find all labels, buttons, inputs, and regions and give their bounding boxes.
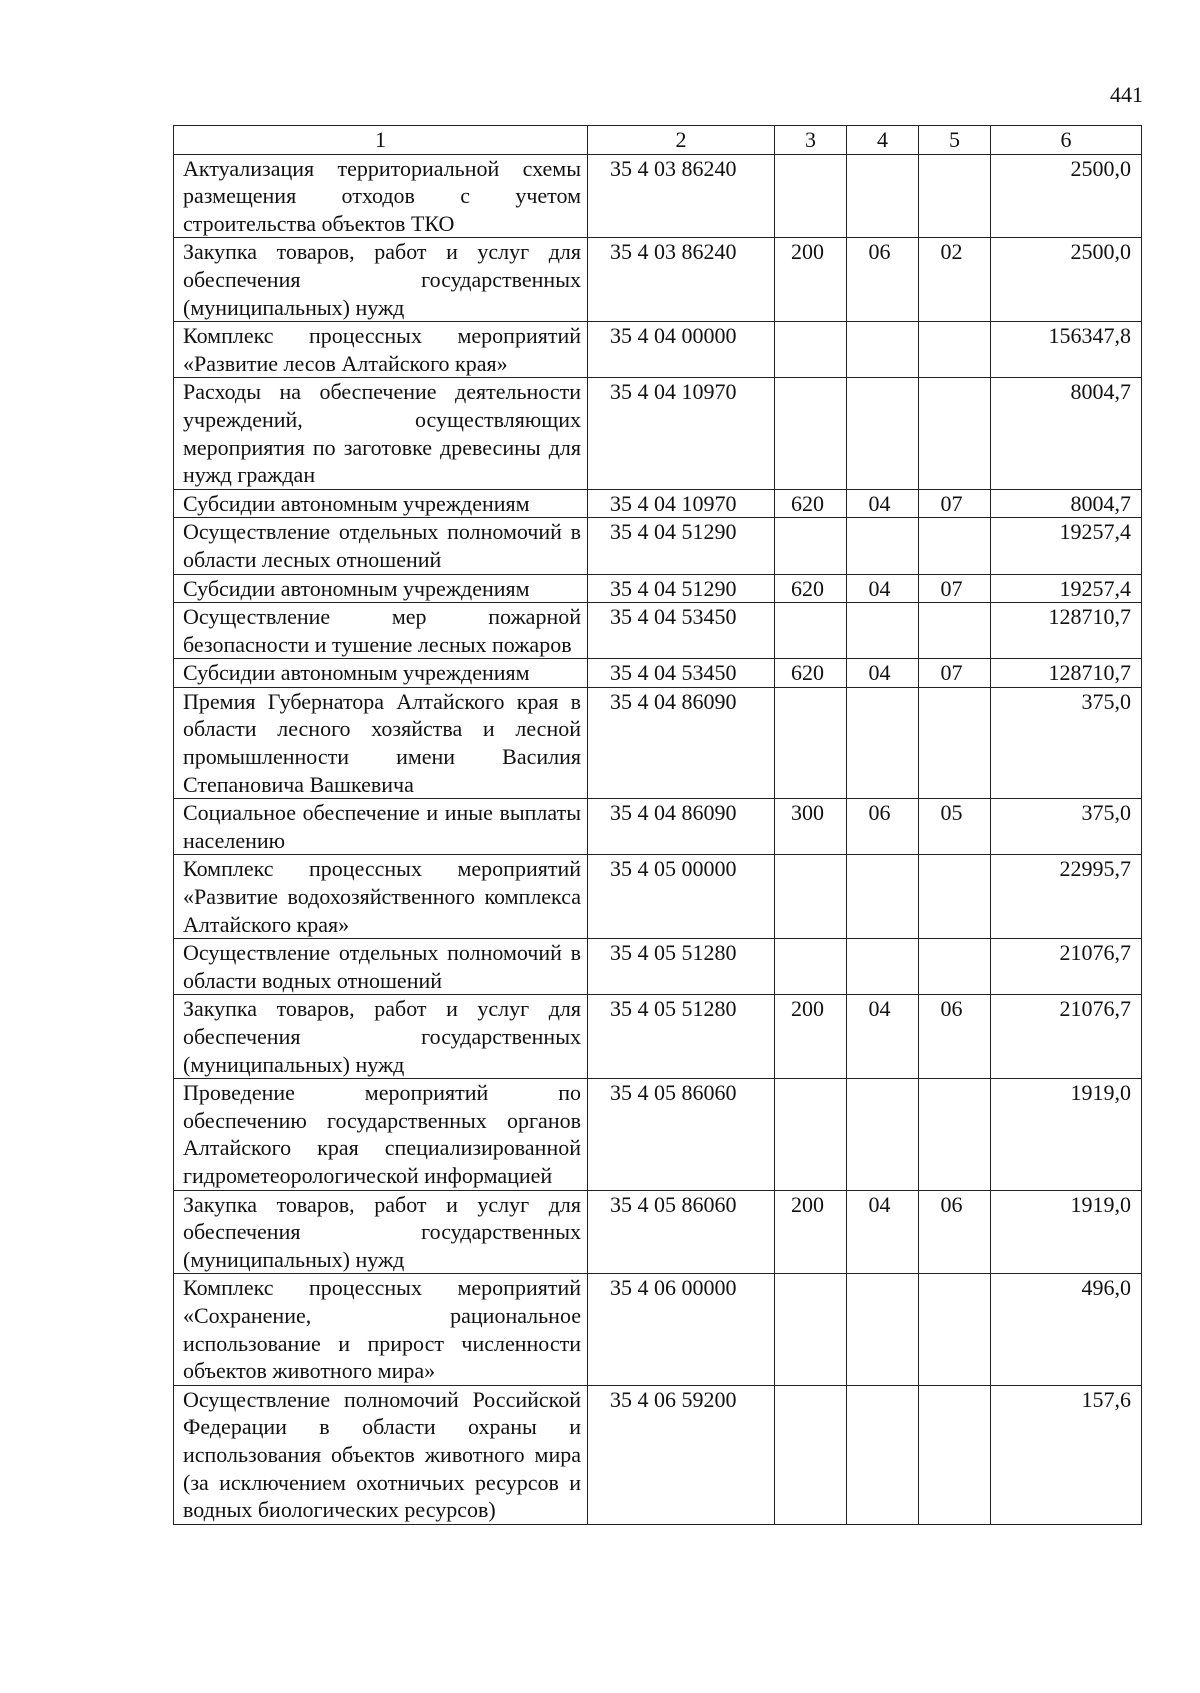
classification-code-cell: 35 4 04 86090	[588, 799, 775, 855]
subsection-cell	[919, 1385, 991, 1524]
section-cell	[847, 939, 919, 995]
section-cell: 06	[847, 799, 919, 855]
item-name-cell: Социальное обеспечение и иные выплаты населению	[174, 799, 588, 855]
amount-cell: 21076,7	[991, 995, 1142, 1079]
subsection-cell: 02	[919, 238, 991, 322]
table-row	[174, 322, 1142, 378]
classification-code-cell: 35 4 05 86060	[588, 1190, 775, 1274]
section-cell	[847, 687, 919, 798]
table-row	[174, 1385, 1142, 1524]
item-name-cell: Комплекс процессных мероприятий «Развитие лесов Алтайского края»	[174, 322, 588, 378]
subsection-cell	[919, 603, 991, 659]
expense-type-cell	[775, 378, 847, 489]
table-row	[174, 1079, 1142, 1190]
item-name-cell: Осуществление полномочий Российской Федерации в области охраны и использования объектов животного мира (за исключением охотничьих ресурсов и водных биологических ресурсов)	[174, 1385, 588, 1524]
subsection-cell	[919, 518, 991, 574]
header-cell: 5	[919, 126, 991, 155]
table-header-row	[174, 126, 1142, 155]
table-row	[174, 1190, 1142, 1274]
item-name-cell: Премия Губернатора Алтайского края в области лесного хозяйства и лесной промышленности имени Василия Степановича Вашкевича	[174, 687, 588, 798]
budget-table	[173, 125, 1142, 1525]
subsection-cell	[919, 1274, 991, 1385]
classification-code-cell: 35 4 04 10970	[588, 378, 775, 489]
amount-cell: 19257,4	[991, 518, 1142, 574]
expense-type-cell	[775, 322, 847, 378]
table-row	[174, 603, 1142, 659]
expense-type-cell	[775, 1385, 847, 1524]
expense-type-cell	[775, 939, 847, 995]
item-name-cell: Субсидии автономным учреждениям	[174, 659, 588, 688]
amount-cell: 21076,7	[991, 939, 1142, 995]
amount-cell: 375,0	[991, 687, 1142, 798]
expense-type-cell: 620	[775, 659, 847, 688]
item-name-cell: Субсидии автономным учреждениям	[174, 574, 588, 603]
amount-cell: 128710,7	[991, 603, 1142, 659]
amount-cell: 156347,8	[991, 322, 1142, 378]
item-name-cell: Комплекс процессных мероприятий «Сохранение, рациональное использование и прирост численности объектов животного мира»	[174, 1274, 588, 1385]
item-name-cell: Комплекс процессных мероприятий «Развитие водохозяйственного комплекса Алтайского края»	[174, 855, 588, 939]
amount-cell: 128710,7	[991, 659, 1142, 688]
table-row	[174, 518, 1142, 574]
classification-code-cell: 35 4 04 00000	[588, 322, 775, 378]
classification-code-cell: 35 4 05 86060	[588, 1079, 775, 1190]
expense-type-cell	[775, 518, 847, 574]
subsection-cell	[919, 1079, 991, 1190]
subsection-cell	[919, 855, 991, 939]
subsection-cell	[919, 322, 991, 378]
section-cell	[847, 378, 919, 489]
table-row	[174, 378, 1142, 489]
item-name-cell: Закупка товаров, работ и услуг для обеспечения государственных (муниципальных) нужд	[174, 1190, 588, 1274]
subsection-cell: 06	[919, 1190, 991, 1274]
subsection-cell: 07	[919, 489, 991, 518]
amount-cell: 8004,7	[991, 489, 1142, 518]
header-cell: 3	[775, 126, 847, 155]
page-number: 441	[1110, 82, 1143, 107]
table-row	[174, 154, 1142, 238]
section-cell	[847, 855, 919, 939]
section-cell: 04	[847, 574, 919, 603]
classification-code-cell: 35 4 04 51290	[588, 574, 775, 603]
section-cell: 04	[847, 1190, 919, 1274]
section-cell	[847, 1079, 919, 1190]
subsection-cell: 07	[919, 659, 991, 688]
section-cell: 04	[847, 659, 919, 688]
item-name-cell: Актуализация территориальной схемы размещения отходов с учетом строительства объектов ТКО	[174, 154, 588, 238]
table-row	[174, 1274, 1142, 1385]
section-cell	[847, 154, 919, 238]
table-row	[174, 238, 1142, 322]
item-name-cell: Осуществление отдельных полномочий в области лесных отношений	[174, 518, 588, 574]
table-row	[174, 574, 1142, 603]
amount-cell: 1919,0	[991, 1079, 1142, 1190]
item-name-cell: Субсидии автономным учреждениям	[174, 489, 588, 518]
classification-code-cell: 35 4 03 86240	[588, 154, 775, 238]
subsection-cell: 06	[919, 995, 991, 1079]
table-row	[174, 939, 1142, 995]
amount-cell: 496,0	[991, 1274, 1142, 1385]
item-name-cell: Осуществление отдельных полномочий в области водных отношений	[174, 939, 588, 995]
item-name-cell: Расходы на обеспечение деятельности учреждений, осуществляющих мероприятия по заготовке древесины для нужд граждан	[174, 378, 588, 489]
expense-type-cell: 620	[775, 574, 847, 603]
amount-cell: 1919,0	[991, 1190, 1142, 1274]
amount-cell: 22995,7	[991, 855, 1142, 939]
section-cell	[847, 322, 919, 378]
classification-code-cell: 35 4 06 59200	[588, 1385, 775, 1524]
table-row	[174, 659, 1142, 688]
subsection-cell: 07	[919, 574, 991, 603]
header-cell: 6	[991, 126, 1142, 155]
table-row	[174, 687, 1142, 798]
classification-code-cell: 35 4 03 86240	[588, 238, 775, 322]
classification-code-cell: 35 4 04 53450	[588, 603, 775, 659]
expense-type-cell	[775, 154, 847, 238]
classification-code-cell: 35 4 05 51280	[588, 939, 775, 995]
table-row	[174, 995, 1142, 1079]
classification-code-cell: 35 4 04 51290	[588, 518, 775, 574]
section-cell	[847, 518, 919, 574]
amount-cell: 19257,4	[991, 574, 1142, 603]
subsection-cell	[919, 939, 991, 995]
expense-type-cell	[775, 855, 847, 939]
header-cell: 1	[174, 126, 588, 155]
amount-cell: 2500,0	[991, 154, 1142, 238]
table-row	[174, 489, 1142, 518]
expense-type-cell	[775, 1274, 847, 1385]
section-cell: 06	[847, 238, 919, 322]
subsection-cell	[919, 378, 991, 489]
classification-code-cell: 35 4 05 00000	[588, 855, 775, 939]
subsection-cell	[919, 687, 991, 798]
subsection-cell: 05	[919, 799, 991, 855]
classification-code-cell: 35 4 05 51280	[588, 995, 775, 1079]
expense-type-cell: 620	[775, 489, 847, 518]
section-cell	[847, 603, 919, 659]
classification-code-cell: 35 4 04 86090	[588, 687, 775, 798]
header-cell: 2	[588, 126, 775, 155]
classification-code-cell: 35 4 06 00000	[588, 1274, 775, 1385]
section-cell	[847, 1385, 919, 1524]
expense-type-cell	[775, 1079, 847, 1190]
item-name-cell: Осуществление мер пожарной безопасности и тушение лесных пожаров	[174, 603, 588, 659]
expense-type-cell	[775, 603, 847, 659]
item-name-cell: Проведение мероприятий по обеспечению государственных органов Алтайского края специализированной гидрометеорологической информацией	[174, 1079, 588, 1190]
amount-cell: 375,0	[991, 799, 1142, 855]
amount-cell: 8004,7	[991, 378, 1142, 489]
section-cell: 04	[847, 489, 919, 518]
section-cell: 04	[847, 995, 919, 1079]
expense-type-cell: 200	[775, 995, 847, 1079]
subsection-cell	[919, 154, 991, 238]
expense-type-cell	[775, 687, 847, 798]
table-row	[174, 799, 1142, 855]
amount-cell: 2500,0	[991, 238, 1142, 322]
classification-code-cell: 35 4 04 10970	[588, 489, 775, 518]
item-name-cell: Закупка товаров, работ и услуг для обеспечения государственных (муниципальных) нужд	[174, 238, 588, 322]
expense-type-cell: 200	[775, 238, 847, 322]
section-cell	[847, 1274, 919, 1385]
amount-cell: 157,6	[991, 1385, 1142, 1524]
classification-code-cell: 35 4 04 53450	[588, 659, 775, 688]
expense-type-cell: 200	[775, 1190, 847, 1274]
expense-type-cell: 300	[775, 799, 847, 855]
header-cell: 4	[847, 126, 919, 155]
item-name-cell: Закупка товаров, работ и услуг для обеспечения государственных (муниципальных) нужд	[174, 995, 588, 1079]
table-row	[174, 855, 1142, 939]
